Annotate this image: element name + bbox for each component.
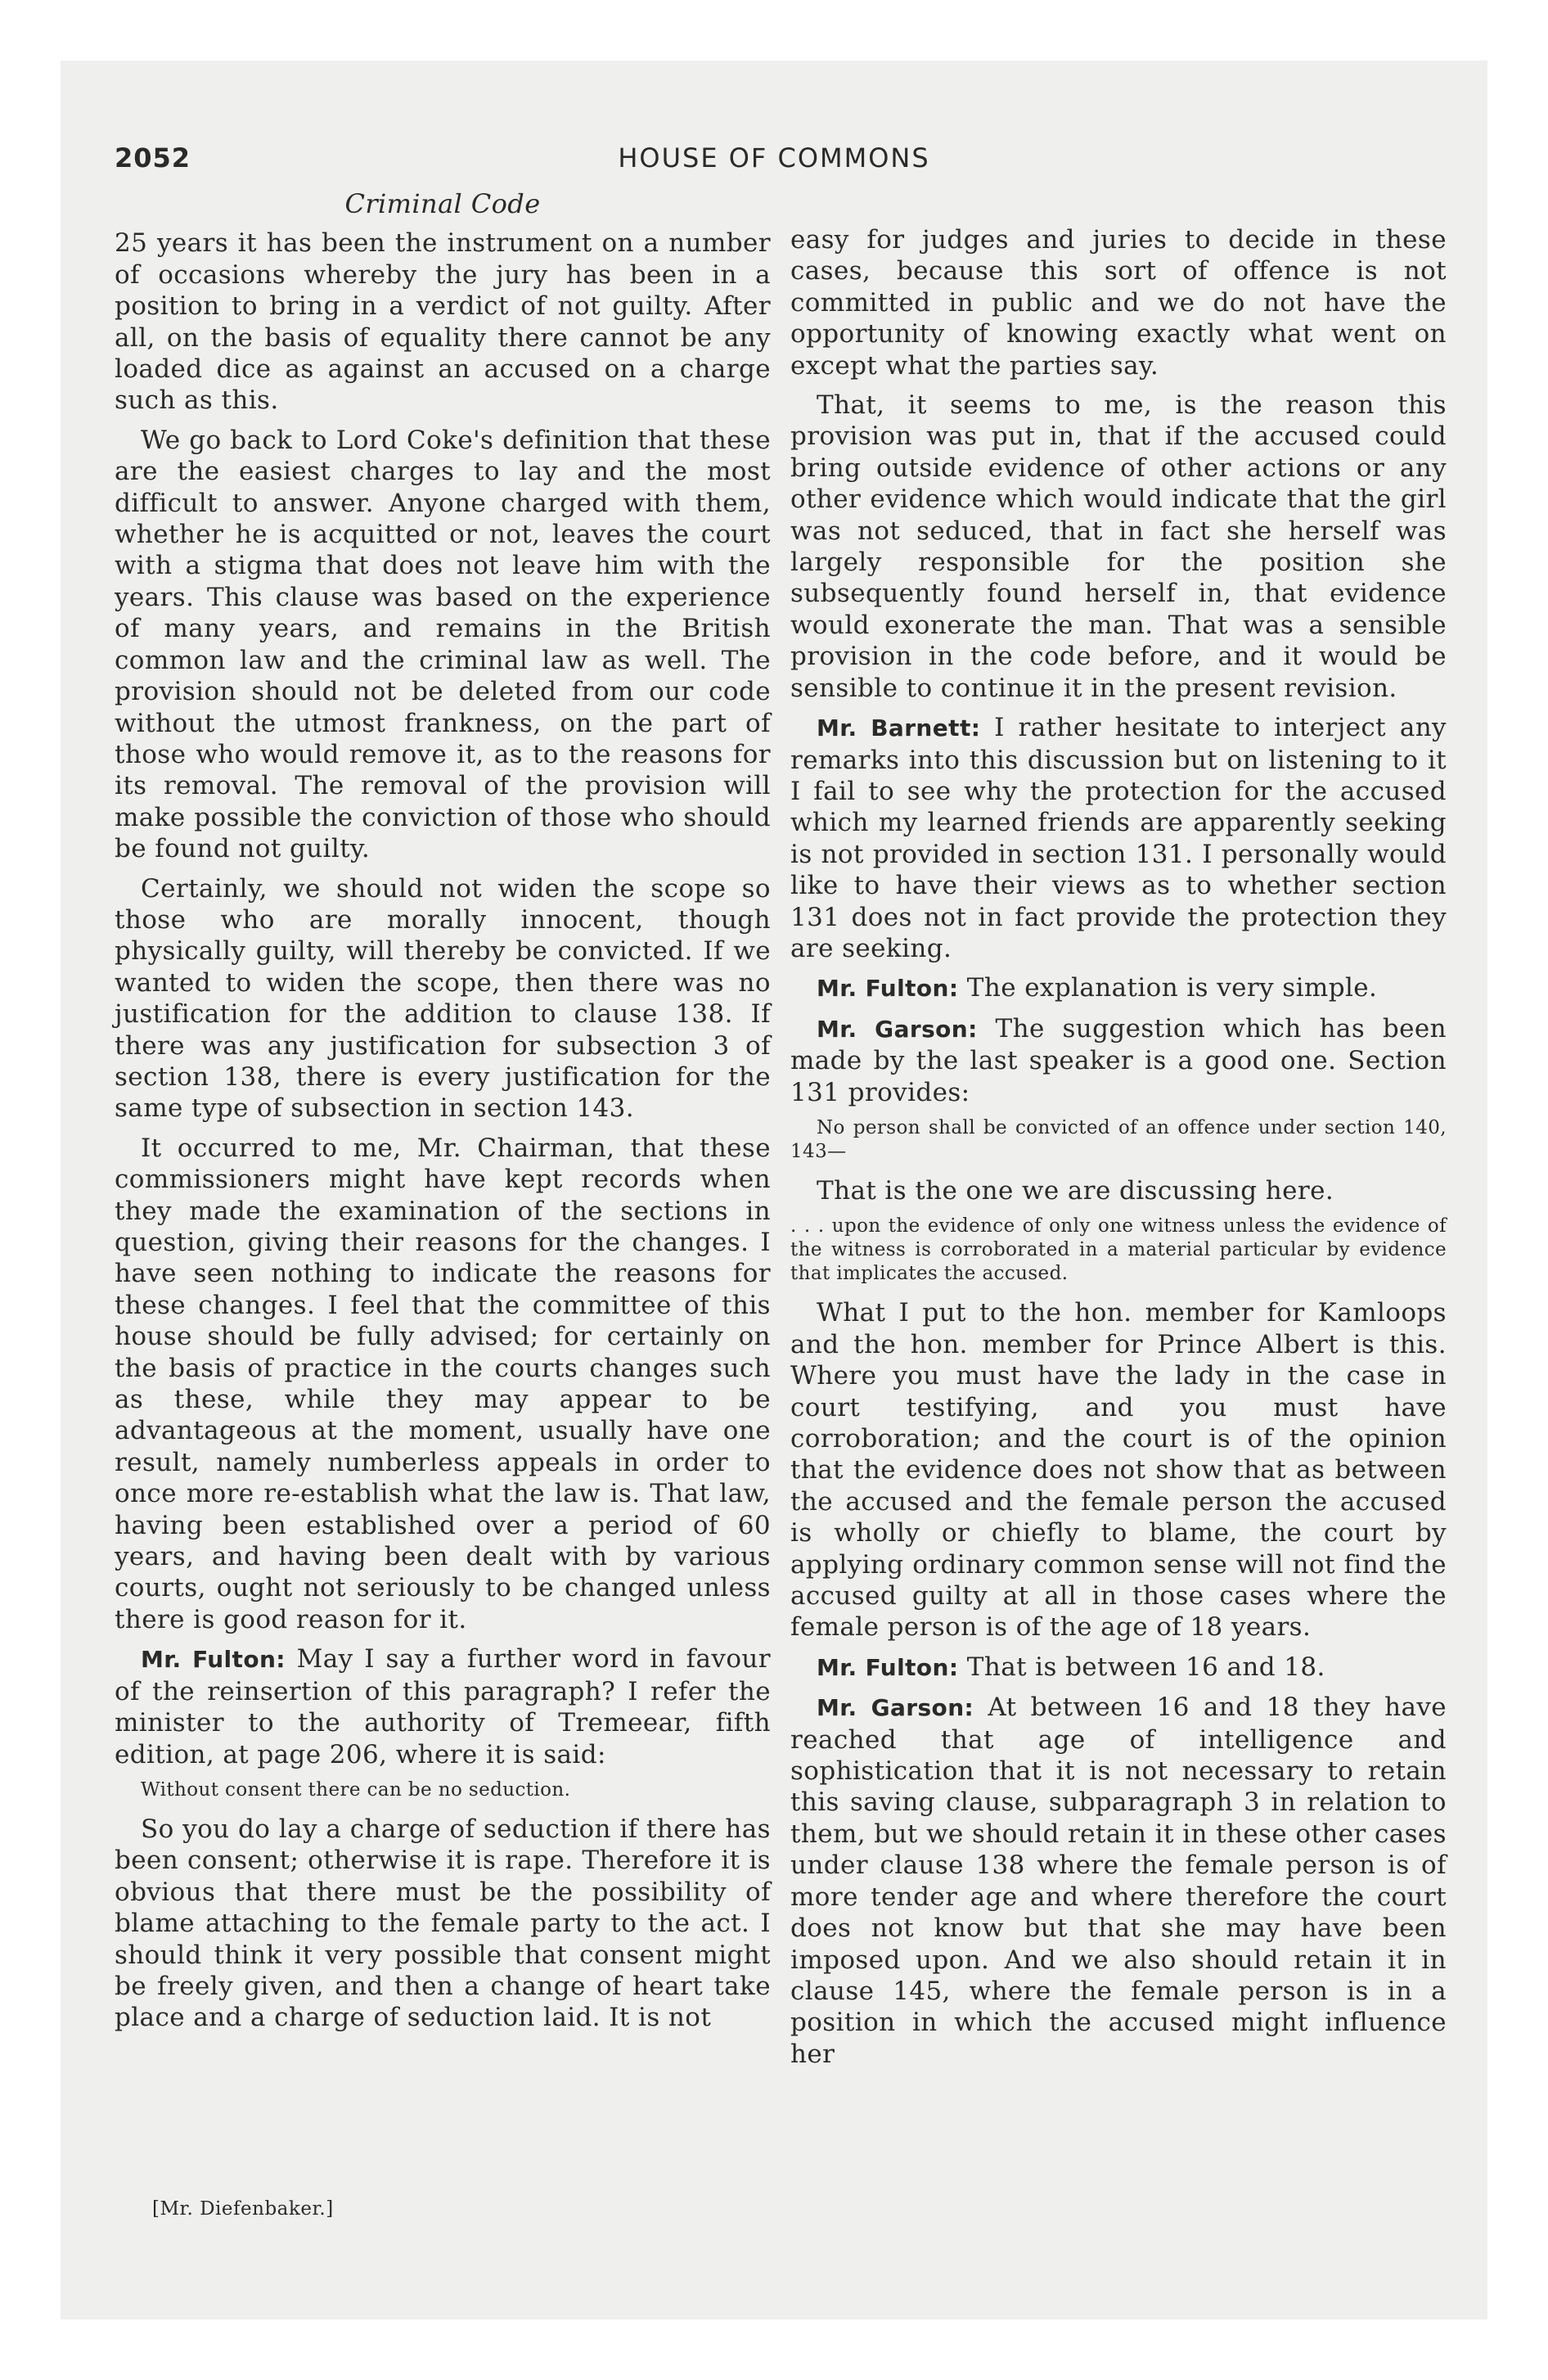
- paragraph: 25 years it has been the instrument on a number of occasions whereby the jury has been in a position to bring in a verdict of not guilty. After all, on the basis of equality there cannot be any loaded dice as against an accused on a charge such as this.: [115, 228, 771, 416]
- speaker-name: Mr. Garson:: [817, 1015, 978, 1043]
- speech-text: That is between 16 and 18.: [966, 1652, 1325, 1682]
- section-title: Criminal Code: [344, 188, 541, 219]
- speaker-name: Mr. Fulton:: [141, 1646, 286, 1674]
- speech-paragraph: [790, 1013, 1447, 1108]
- paragraph: What I put to the hon. member for Kamloops and the hon. member for Prince Albert is this. Where you must have the lady in the case in court testifying, and you must have corroboration; and the court is of the opinion that the evidence does not show that as between the accused and the female person the accused is wholly or chiefly to blame, the court by applying ordinary common sense will not find the accused guilty at all in those cases where the female person is of the age of 18 years.: [790, 1298, 1447, 1643]
- speech-paragraph: [790, 972, 1447, 1004]
- speech-text: The suggestion which has been made by the last speaker is a good one. Section 131 provides:: [790, 1013, 1447, 1107]
- paragraph: We go back to Lord Coke's definition that these are the easiest charges to lay and the most difficult to answer. Anyone charged with them, whether he is acquitted or not, leaves the court with a stigma that does not leave him with the years. This clause was based on the experience of many years, and remains in the British common law and the criminal law as well. The provision should not be deleted from our code without the utmost frankness, on the part of those who would remove it, as to the reasons for its removal. The removal of the provision will make possible the conviction of those who should be found not guilty.: [115, 425, 771, 864]
- speech-paragraph: [790, 712, 1447, 964]
- speaker-name: Mr. Fulton:: [817, 975, 959, 1003]
- paragraph: That is the one we are discussing here.: [817, 1175, 1334, 1206]
- speaker-name: Mr. Fulton:: [817, 1653, 959, 1681]
- page-header: [115, 142, 1433, 183]
- speech-paragraph: [790, 1652, 1447, 1684]
- page-number: 2052: [115, 142, 191, 174]
- block-quote: . . . upon the evidence of only one witness unless the evidence of the witness is corroborated in a material particular by evidence that implicates the accused.: [790, 1215, 1447, 1285]
- paragraph: Certainly, we should not widen the scope so those who are morally innocent, though physically guilty, will thereby be convicted. If we wanted to widen the scope, then there was no justification for the addition to clause 138. If there was any justification for subsection 3 of section 138, there is every justification for the same type of subsection in section 143.: [115, 873, 771, 1124]
- paragraph: It occurred to me, Mr. Chairman, that these commissioners might have kept records when they made the examination of the sections in question, giving their reasons for the changes. I have seen nothing to indicate the reasons for these changes. I feel that the committee of this house should be fully advised; for certainly on the basis of practice in the courts changes such as these, while they may appear to be advantageous at the moment, usually have one result, namely numberless appeals in order to once more re-establish what the law is. That law, having been established over a period of 60 years, and having been dealt with by various courts, ought not seriously to be changed unless there is good reason for it.: [115, 1133, 771, 1634]
- speech-text: At between 16 and 18 they have reached that age of intelligence and sophistication that it is not necessary to retain this saving clause, subparagraph 3 in relation to them, but we should retain it in these other cases under clause 138 where the female person is of more tender age and where therefore the court does not know but that she may have been imposed upon. And we also should retain it in clause 145, where the female person is in a position in which the accused might influence her: [790, 1693, 1447, 2069]
- paragraph: easy for judges and juries to decide in these cases, because this sort of offence is not committed in public and we do not have the opportunity of knowing exactly what went on except what the parties say.: [790, 225, 1447, 381]
- footer-speaker-reference: [Mr. Diefenbaker.]: [152, 2198, 334, 2220]
- left-column: [115, 183, 771, 2042]
- paragraph: That, it seems to me, is the reason this provision was put in, that if the accused could bring outside evidence of other actions or any other evidence which would indicate that the girl was not seduced, that in fact she herself was largely responsible for the position she subsequently found herself in, that evidence would exonerate the man. That was a sensible provision in the code before, and it would be sensible to continue it in the present revision.: [790, 390, 1447, 703]
- speech-text: The explanation is very simple.: [966, 973, 1378, 1003]
- paragraph: So you do lay a charge of seduction if there has been consent; otherwise it is rape. Therefore it is obvious that there must be the possibility of blame attaching to the female party to the act. I should think it very possible that consent might be freely given, and then a change of heart take place and a charge of seduction laid. It is not: [115, 1814, 771, 2033]
- speaker-name: Mr. Garson:: [817, 1694, 974, 1722]
- speech-text: I rather hesitate to interject any remarks into this discussion but on listening to it I fail to see why the protection for the accused which my learned friends are apparently seeking is not provided in section 131. I personally would like to have their views as to whether section 131 does not in fact provide the protection they are seeking.: [790, 713, 1447, 963]
- block-quote: Without consent there can be no seduction.: [141, 1778, 571, 1801]
- page-sheet: [61, 61, 1487, 2319]
- running-head: HOUSE OF COMMONS: [618, 142, 930, 174]
- speech-paragraph: [115, 1643, 771, 1770]
- speech-text: May I say a further word in favour of the reinsertion of this paragraph? I refer the minister to the authority of Tremeear, fifth edition, at page 206, where it is said:: [115, 1644, 771, 1769]
- speaker-name: Mr. Barnett:: [817, 714, 981, 742]
- speech-paragraph: [790, 1692, 1447, 2070]
- right-column: [790, 224, 1447, 2078]
- block-quote: No person shall be convicted of an offence under section 140, 143—: [790, 1116, 1447, 1162]
